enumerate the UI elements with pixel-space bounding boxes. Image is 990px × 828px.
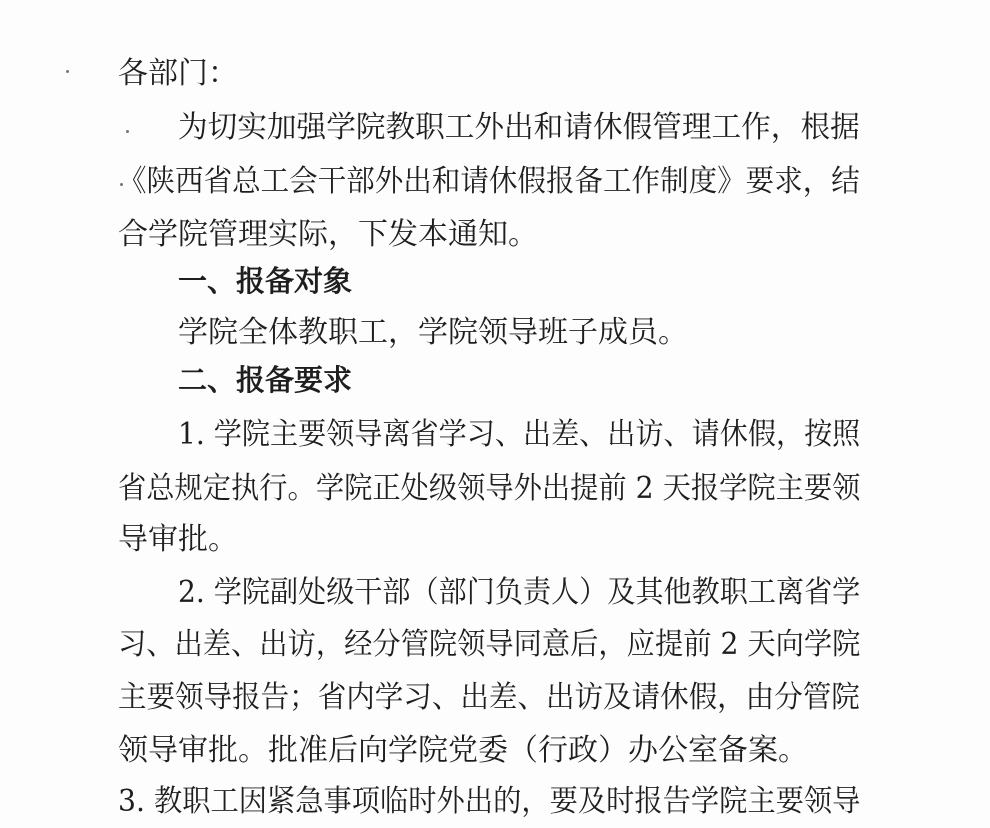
- item-1-line-2: 省总规定执行。学院正处级领导外出提前 2 天报学院主要领: [118, 471, 861, 506]
- intro-line-2: 《陕西省总工会干部外出和请休假报备工作制度》要求，结: [118, 164, 860, 199]
- scan-speck: [126, 130, 129, 133]
- section-2-title: 二、报备要求: [178, 363, 353, 397]
- section-1-body: 学院全体教职工，学院领导班子成员。: [178, 315, 688, 350]
- item-2-line-1: 2. 学院副处级干部（部门负责人）及其他教职工离省学: [178, 575, 861, 610]
- item-2-line-4: 领导审批。批准后向学院党委（行政）办公室备案。: [118, 733, 808, 768]
- item-1-line-3: 导审批。: [118, 522, 238, 557]
- intro-line-1: 为切实加强学院教职工外出和请休假管理工作，根据: [178, 110, 860, 145]
- item-2-line-3: 主要领导报告；省内学习、出差、出访及请休假，由分管院: [118, 680, 860, 715]
- salutation: 各部门：: [118, 56, 238, 91]
- scan-speck: [66, 70, 69, 73]
- section-1-title: 一、报备对象: [178, 264, 353, 298]
- item-1-line-1: 1. 学院主要领导离省学习、出差、出访、请休假，按照: [178, 417, 861, 452]
- intro-line-3: 合学院管理实际，下发本通知。: [118, 217, 538, 252]
- item-2-line-2: 习、出差、出访，经分管院领导同意后，应提前 2 天向学院: [118, 627, 861, 662]
- item-3-line-1: 3. 教职工因紧急事项临时外出的，要及时报告学院主要领导: [118, 784, 861, 819]
